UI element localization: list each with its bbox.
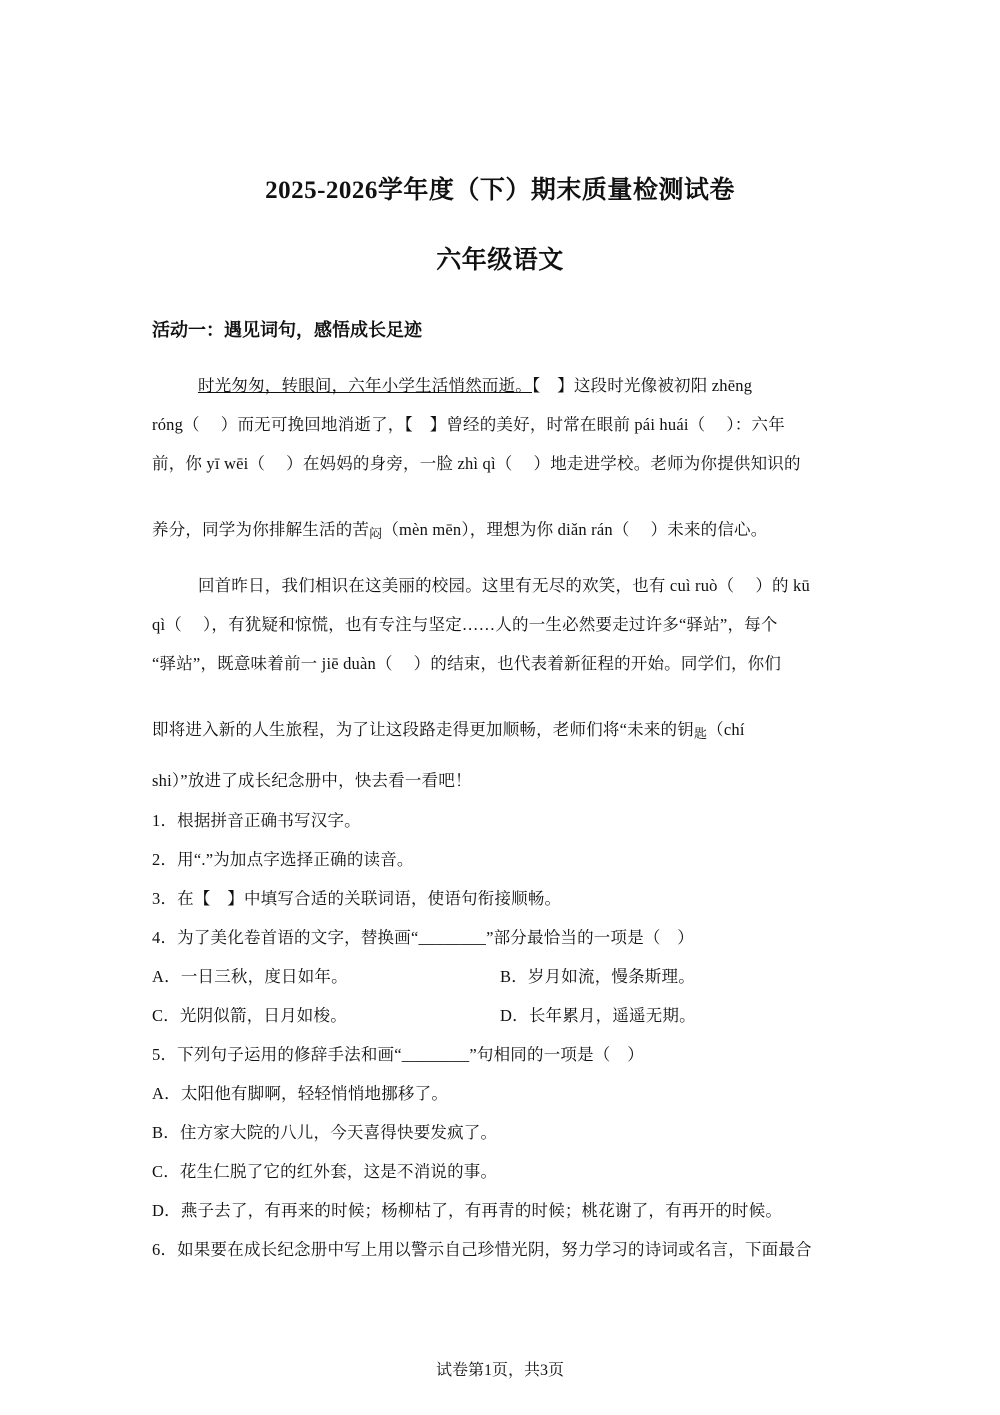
question-4: 4．为了美化卷首语的文字，替换画“________”部分最恰当的一项是（ ）: [152, 928, 694, 947]
dotted-character: 匙: [693, 726, 708, 741]
question-5: 5．下列句子运用的修辞手法和画“________”句相同的一项是（ ）: [152, 1045, 644, 1064]
passage-line-4-b: （mèn mēn），理想为你 diǎn rán（ ）未来的信心。: [382, 520, 768, 539]
dotted-character: 闷: [369, 526, 383, 541]
q5-option-d: D．燕子去了，有再来的时候；杨柳枯了，有再青的时候；桃花谢了，有再开的时候。: [152, 1201, 783, 1220]
passage-line-5: 回首昨日，我们相识在这美丽的校园。这里有无尽的欢笑，也有 cuì ruò（ ）的 kū: [198, 576, 810, 595]
passage-line-9: shi）”放进了成长纪念册中，快去看一看吧！: [152, 771, 472, 790]
passage-line-1-rest: 【 】这段时光像被初阳 zhēng: [532, 376, 753, 395]
passage-line-8-b: （chí: [707, 720, 745, 739]
section-heading: 活动一：遇见词句，感悟成长足迹: [152, 320, 422, 340]
passage-line-8-a: 即将进入新的人生旅程，为了让这段路走得更加顺畅，老师们将“未来的钥: [152, 720, 694, 739]
q5-option-c: C．花生仁脱了它的红外套，这是不消说的事。: [152, 1162, 498, 1181]
q4-option-a: A．一日三秋，度日如年。: [152, 967, 348, 986]
passage-line-7: “驿站”，既意味着前一 jiē duàn（ ）的结束，也代表着新征程的开始。同学们，你们: [152, 654, 782, 673]
passage-line-4-a: 养分，同学为你排解生活的苦: [152, 520, 370, 539]
exam-title: 2025-2026学年度（下）期末质量检测试卷: [265, 177, 735, 204]
exam-subtitle: 六年级语文: [436, 247, 564, 274]
passage-line-4: [152, 516, 767, 540]
underlined-sentence: 时光匆匆，转眼间，六年小学生活悄然而逝。: [198, 376, 532, 395]
q5-option-b: B．住方家大院的八儿，今天喜得快要发疯了。: [152, 1123, 498, 1142]
question-1: 1．根据拼音正确书写汉字。: [152, 811, 361, 830]
q4-option-b: B．岁月如流，慢条斯理。: [500, 967, 695, 986]
passage-line-8: [152, 716, 745, 740]
page-footer: 试卷第1页，共3页: [435, 1362, 564, 1379]
question-6: 6．如果要在成长纪念册中写上用以警示自己珍惜光阴，努力学习的诗词或名言，下面最合: [152, 1240, 812, 1259]
q4-option-d: D．长年累月，遥遥无期。: [500, 1006, 696, 1025]
question-2: 2．用“.”为加点字选择正确的读音。: [152, 850, 414, 869]
passage-line-2: róng（ ）而无可挽回地消逝了，【 】曾经的美好，时常在眼前 pái huái（ ）：六年: [152, 415, 785, 434]
passage-line-1: [198, 372, 752, 396]
q5-option-a: A．太阳他有脚啊，轻轻悄悄地挪移了。: [152, 1084, 449, 1103]
passage-line-6: qì（ ），有犹疑和惊慌，也有专注与坚定……人的一生必然要走过许多“驿站”，每个: [152, 615, 778, 634]
passage-line-3: 前，你 yī wēi（ ）在妈妈的身旁，一脸 zhì qì（ ）地走进学校。老师为你提供知识的: [152, 454, 801, 473]
q4-option-c: C．光阴似箭，日月如梭。: [152, 1006, 347, 1025]
question-3: 3．在【 】中填写合适的关联词语，使语句衔接顺畅。: [152, 889, 562, 908]
